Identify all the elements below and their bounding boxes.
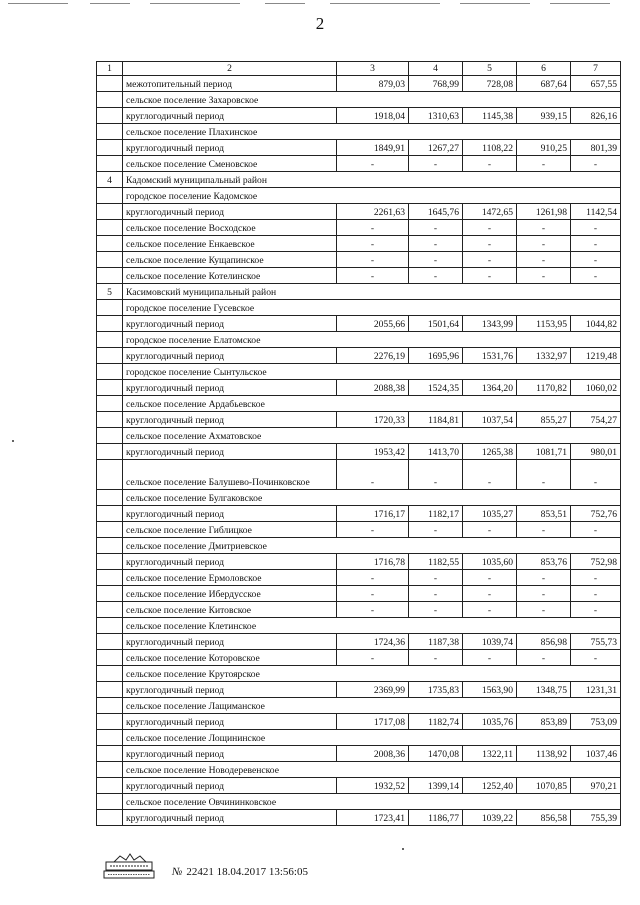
row-number-empty (97, 444, 123, 460)
settlement-name: сельское поселение Лощининское (123, 730, 621, 746)
settlement-name: сельское поселение Енкаевское (123, 236, 337, 252)
registration-number-date: 22421 18.04.2017 13:56:05 (186, 866, 308, 878)
empty-value-dash: - (409, 586, 463, 602)
empty-value-dash: - (463, 156, 517, 172)
period-name: круглогодичный период (123, 506, 337, 522)
tariff-value: 1060,02 (571, 380, 621, 396)
period-name: круглогодичный период (123, 316, 337, 332)
tariff-value: 752,98 (571, 554, 621, 570)
period-name: круглогодичный период (123, 554, 337, 570)
table-row (97, 284, 621, 300)
tariff-value: 1035,27 (463, 506, 517, 522)
settlement-name: сельское поселение Клетинское (123, 618, 621, 634)
table-row (97, 316, 621, 332)
settlement-name: городское поселение Кадомское (123, 188, 621, 204)
tariff-value: 801,39 (571, 140, 621, 156)
table-row (97, 412, 621, 428)
table-row (97, 682, 621, 698)
empty-value-dash: - (463, 252, 517, 268)
tariff-value: 1932,52 (337, 778, 409, 794)
empty-value-dash: - (463, 586, 517, 602)
tariff-value: 856,98 (517, 634, 571, 650)
settlement-name: сельское поселение Восходское (123, 220, 337, 236)
row-number-empty (97, 76, 123, 92)
tariff-value: 1472,65 (463, 204, 517, 220)
column-header-4: 4 (409, 62, 463, 76)
row-number-empty (97, 522, 123, 538)
tariff-value: 1153,95 (517, 316, 571, 332)
row-number-empty (97, 188, 123, 204)
row-number-empty (97, 332, 123, 348)
tariff-value: 1735,83 (409, 682, 463, 698)
tariff-value: 1145,38 (463, 108, 517, 124)
settlement-name: сельское поселение Ибердусское (123, 586, 337, 602)
settlement-name: сельское поселение Балушево-Починковское (123, 460, 337, 490)
settlement-name: сельское поселение Китовское (123, 602, 337, 618)
period-name: круглогодичный период (123, 204, 337, 220)
table-row (97, 666, 621, 682)
table-row (97, 490, 621, 506)
tariff-value: 853,76 (517, 554, 571, 570)
empty-value-dash: - (463, 650, 517, 666)
empty-value-dash: - (571, 268, 621, 284)
empty-value-dash: - (409, 650, 463, 666)
empty-value-dash: - (463, 522, 517, 538)
tariff-value: 1037,54 (463, 412, 517, 428)
tariff-value: 826,16 (571, 108, 621, 124)
tariff-value: 768,99 (409, 76, 463, 92)
tariff-value: 1186,77 (409, 810, 463, 826)
settlement-name: сельское поселение Новодеревенское (123, 762, 621, 778)
table-row (97, 380, 621, 396)
empty-value-dash: - (517, 602, 571, 618)
row-number-empty (97, 570, 123, 586)
empty-value-dash: - (571, 602, 621, 618)
table-row (97, 348, 621, 364)
period-name: круглогодичный период (123, 810, 337, 826)
tariff-value: 2008,36 (337, 746, 409, 762)
table-row (97, 396, 621, 412)
row-number: 5 (97, 284, 123, 300)
empty-value-dash: - (409, 236, 463, 252)
table-row (97, 76, 621, 92)
column-header-5: 5 (463, 62, 517, 76)
table-row (97, 570, 621, 586)
table-row (97, 220, 621, 236)
tariff-value: 910,25 (517, 140, 571, 156)
empty-value-dash: - (409, 522, 463, 538)
period-name: круглогодичный период (123, 634, 337, 650)
table-row (97, 602, 621, 618)
tariff-value: 855,27 (517, 412, 571, 428)
row-number: 4 (97, 172, 123, 188)
tariff-value: 728,08 (463, 76, 517, 92)
empty-value-dash: - (337, 268, 409, 284)
empty-value-dash: - (517, 252, 571, 268)
table-row (97, 428, 621, 444)
row-number-empty (97, 762, 123, 778)
tariff-value: 1695,96 (409, 348, 463, 364)
empty-value-dash: - (571, 220, 621, 236)
tariff-value: 1035,60 (463, 554, 517, 570)
empty-value-dash: - (517, 650, 571, 666)
tariff-value: 687,64 (517, 76, 571, 92)
empty-value-dash: - (337, 650, 409, 666)
table-row (97, 698, 621, 714)
settlement-name: сельское поселение Кущапинское (123, 252, 337, 268)
empty-value-dash: - (409, 252, 463, 268)
tariff-value: 2088,38 (337, 380, 409, 396)
empty-value-dash: - (337, 156, 409, 172)
empty-value-dash: - (571, 522, 621, 538)
settlement-name: сельское поселение Которовское (123, 650, 337, 666)
table-row (97, 140, 621, 156)
table-row (97, 460, 621, 490)
row-number-empty (97, 538, 123, 554)
tariff-value: 1039,74 (463, 634, 517, 650)
tariff-value: 1399,14 (409, 778, 463, 794)
row-number-empty (97, 746, 123, 762)
tariff-value: 939,15 (517, 108, 571, 124)
table-row (97, 506, 621, 522)
row-number-empty (97, 396, 123, 412)
empty-value-dash: - (463, 570, 517, 586)
tariff-value: 1343,99 (463, 316, 517, 332)
empty-value-dash: - (463, 236, 517, 252)
document-footer (100, 852, 500, 882)
table-row (97, 538, 621, 554)
settlement-name: сельское поселение Плахинское (123, 124, 621, 140)
period-name: круглогодичный период (123, 140, 337, 156)
tariff-value: 2055,66 (337, 316, 409, 332)
tariff-value: 1142,54 (571, 204, 621, 220)
tariff-value: 1265,38 (463, 444, 517, 460)
row-number-empty (97, 778, 123, 794)
tariff-value: 1108,22 (463, 140, 517, 156)
table-row (97, 92, 621, 108)
row-number-empty (97, 156, 123, 172)
empty-value-dash: - (517, 220, 571, 236)
table-row (97, 332, 621, 348)
empty-value-dash: - (409, 268, 463, 284)
tariff-value: 879,03 (337, 76, 409, 92)
row-number-empty (97, 252, 123, 268)
empty-value-dash: - (571, 586, 621, 602)
tariff-value: 755,39 (571, 810, 621, 826)
period-name: круглогодичный период (123, 746, 337, 762)
table-row (97, 156, 621, 172)
tariff-value: 1723,41 (337, 810, 409, 826)
row-number-empty (97, 108, 123, 124)
table-row (97, 522, 621, 538)
period-name: круглогодичный период (123, 348, 337, 364)
empty-value-dash: - (337, 570, 409, 586)
empty-value-dash: - (463, 220, 517, 236)
empty-value-dash: - (337, 460, 409, 490)
table-row (97, 236, 621, 252)
settlement-name: сельское поселение Ардабьевское (123, 396, 621, 412)
tariff-value: 754,27 (571, 412, 621, 428)
period-name: круглогодичный период (123, 412, 337, 428)
empty-value-dash: - (517, 156, 571, 172)
tariff-value: 1035,76 (463, 714, 517, 730)
table-row (97, 108, 621, 124)
table-row (97, 746, 621, 762)
municipality-name: Кадомский муниципальный район (123, 172, 621, 188)
tariff-value: 1524,35 (409, 380, 463, 396)
tariff-value: 856,58 (517, 810, 571, 826)
row-number-empty (97, 650, 123, 666)
row-number-empty (97, 586, 123, 602)
table-row (97, 300, 621, 316)
period-name: межотопительный период (123, 76, 337, 92)
column-header-3: 3 (337, 62, 409, 76)
empty-value-dash: - (517, 236, 571, 252)
tariff-value: 657,55 (571, 76, 621, 92)
tariff-value: 1187,38 (409, 634, 463, 650)
tariff-value: 1070,85 (517, 778, 571, 794)
settlement-name: сельское поселение Ермоловское (123, 570, 337, 586)
table-row (97, 794, 621, 810)
number-sign: № (172, 866, 183, 878)
empty-value-dash: - (517, 522, 571, 538)
empty-value-dash: - (409, 602, 463, 618)
tariff-value: 1953,42 (337, 444, 409, 460)
empty-value-dash: - (463, 268, 517, 284)
tariff-value: 1044,82 (571, 316, 621, 332)
table-row (97, 586, 621, 602)
period-name: круглогодичный период (123, 380, 337, 396)
table-row (97, 634, 621, 650)
row-number-empty (97, 618, 123, 634)
scan-speck (12, 440, 14, 442)
row-number-empty (97, 634, 123, 650)
table-row (97, 124, 621, 140)
tariff-value: 1724,36 (337, 634, 409, 650)
settlement-name: городское поселение Елатомское (123, 332, 621, 348)
tariff-value: 1182,17 (409, 506, 463, 522)
period-name: круглогодичный период (123, 444, 337, 460)
column-header-2: 2 (123, 62, 337, 76)
tariff-table (96, 61, 621, 826)
row-number-empty (97, 698, 123, 714)
column-header-7: 7 (571, 62, 621, 76)
scan-top-edge (0, 0, 640, 8)
tariff-value: 853,51 (517, 506, 571, 522)
row-number-empty (97, 348, 123, 364)
empty-value-dash: - (571, 650, 621, 666)
table-row (97, 172, 621, 188)
row-number-empty (97, 92, 123, 108)
row-number-empty (97, 300, 123, 316)
empty-value-dash: - (409, 220, 463, 236)
tariff-value: 1501,64 (409, 316, 463, 332)
empty-value-dash: - (571, 570, 621, 586)
row-number-empty (97, 380, 123, 396)
tariff-value: 1170,82 (517, 380, 571, 396)
tariff-value: 1849,91 (337, 140, 409, 156)
empty-value-dash: - (517, 586, 571, 602)
settlement-name: сельское поселение Сменовское (123, 156, 337, 172)
settlement-name: городское поселение Сынтульское (123, 364, 621, 380)
table-row (97, 364, 621, 380)
row-number-empty (97, 364, 123, 380)
row-number-empty (97, 602, 123, 618)
registration-stamp-text (172, 866, 308, 878)
row-number-empty (97, 268, 123, 284)
empty-value-dash: - (337, 252, 409, 268)
row-number-empty (97, 506, 123, 522)
tariff-value: 1310,63 (409, 108, 463, 124)
empty-value-dash: - (337, 602, 409, 618)
row-number-empty (97, 682, 123, 698)
tariff-value: 752,76 (571, 506, 621, 522)
row-number-empty (97, 714, 123, 730)
period-name: круглогодичный период (123, 108, 337, 124)
tariff-value: 1138,92 (517, 746, 571, 762)
row-number-empty (97, 554, 123, 570)
empty-value-dash: - (409, 156, 463, 172)
tariff-value: 853,89 (517, 714, 571, 730)
empty-value-dash: - (517, 570, 571, 586)
scan-speck (402, 848, 404, 850)
tariff-value: 1182,74 (409, 714, 463, 730)
tariff-value: 1470,08 (409, 746, 463, 762)
tariff-value: 753,09 (571, 714, 621, 730)
empty-value-dash: - (337, 586, 409, 602)
empty-value-dash: - (571, 156, 621, 172)
tariff-value: 980,01 (571, 444, 621, 460)
empty-value-dash: - (517, 268, 571, 284)
empty-value-dash: - (337, 522, 409, 538)
table-row (97, 714, 621, 730)
tariff-value: 1716,17 (337, 506, 409, 522)
tariff-value: 1413,70 (409, 444, 463, 460)
table-row (97, 444, 621, 460)
column-header-1: 1 (97, 62, 123, 76)
row-number-empty (97, 666, 123, 682)
row-number-empty (97, 794, 123, 810)
table-row (97, 650, 621, 666)
row-number-empty (97, 428, 123, 444)
tariff-value: 1182,55 (409, 554, 463, 570)
tariff-value: 1717,08 (337, 714, 409, 730)
table-header-row (97, 62, 621, 76)
tariff-value: 1348,75 (517, 682, 571, 698)
tariff-value: 1039,22 (463, 810, 517, 826)
table-row (97, 204, 621, 220)
row-number-empty (97, 730, 123, 746)
settlement-name: городское поселение Гусевское (123, 300, 621, 316)
settlement-name: сельское поселение Гиблицкое (123, 522, 337, 538)
period-name: круглогодичный период (123, 778, 337, 794)
empty-value-dash: - (517, 460, 571, 490)
settlement-name: сельское поселение Захаровское (123, 92, 621, 108)
row-number-empty (97, 460, 123, 490)
tariff-value: 1261,98 (517, 204, 571, 220)
table-row (97, 730, 621, 746)
row-number-empty (97, 236, 123, 252)
empty-value-dash: - (463, 602, 517, 618)
empty-value-dash: - (409, 460, 463, 490)
row-number-empty (97, 124, 123, 140)
empty-value-dash: - (337, 236, 409, 252)
tariff-value: 2369,99 (337, 682, 409, 698)
table-row (97, 252, 621, 268)
period-name: круглогодичный период (123, 682, 337, 698)
tariff-value: 1219,48 (571, 348, 621, 364)
tariff-value: 1364,20 (463, 380, 517, 396)
tariff-value: 1231,31 (571, 682, 621, 698)
empty-value-dash: - (571, 460, 621, 490)
settlement-name: сельское поселение Ахматовское (123, 428, 621, 444)
tariff-value: 970,21 (571, 778, 621, 794)
table-row (97, 188, 621, 204)
row-number-empty (97, 220, 123, 236)
row-number-empty (97, 810, 123, 826)
empty-value-dash: - (337, 220, 409, 236)
page-number: 2 (315, 14, 325, 33)
period-name: круглогодичный период (123, 714, 337, 730)
empty-value-dash: - (409, 570, 463, 586)
tariff-value: 755,73 (571, 634, 621, 650)
table-row (97, 268, 621, 284)
tariff-value: 1645,76 (409, 204, 463, 220)
tariff-value: 1322,11 (463, 746, 517, 762)
empty-value-dash: - (463, 460, 517, 490)
settlement-name: сельское поселение Булгаковское (123, 490, 621, 506)
row-number-empty (97, 204, 123, 220)
tariff-value: 1918,04 (337, 108, 409, 124)
tariff-value: 1720,33 (337, 412, 409, 428)
column-header-6: 6 (517, 62, 571, 76)
table-row (97, 810, 621, 826)
table-row (97, 778, 621, 794)
empty-value-dash: - (571, 252, 621, 268)
row-number-empty (97, 490, 123, 506)
tariff-value: 2276,19 (337, 348, 409, 364)
tariff-value: 1037,46 (571, 746, 621, 762)
tariff-value: 1716,78 (337, 554, 409, 570)
table-row (97, 618, 621, 634)
row-number-empty (97, 412, 123, 428)
settlement-name: сельское поселение Лащиманское (123, 698, 621, 714)
tariff-value: 1531,76 (463, 348, 517, 364)
tariff-value: 1252,40 (463, 778, 517, 794)
settlement-name: сельское поселение Овчининковское (123, 794, 621, 810)
row-number-empty (97, 140, 123, 156)
empty-value-dash: - (571, 236, 621, 252)
tariff-value: 1332,97 (517, 348, 571, 364)
registry-stamp-icon (100, 852, 158, 880)
table-row (97, 554, 621, 570)
tariff-value: 1267,27 (409, 140, 463, 156)
tariff-value: 1081,71 (517, 444, 571, 460)
row-number-empty (97, 316, 123, 332)
table-row (97, 762, 621, 778)
settlement-name: сельское поселение Котелинское (123, 268, 337, 284)
settlement-name: сельское поселение Крутоярское (123, 666, 621, 682)
settlement-name: сельское поселение Дмитриевское (123, 538, 621, 554)
municipality-name: Касимовский муниципальный район (123, 284, 621, 300)
tariff-value: 1563,90 (463, 682, 517, 698)
tariff-value: 1184,81 (409, 412, 463, 428)
tariff-value: 2261,63 (337, 204, 409, 220)
